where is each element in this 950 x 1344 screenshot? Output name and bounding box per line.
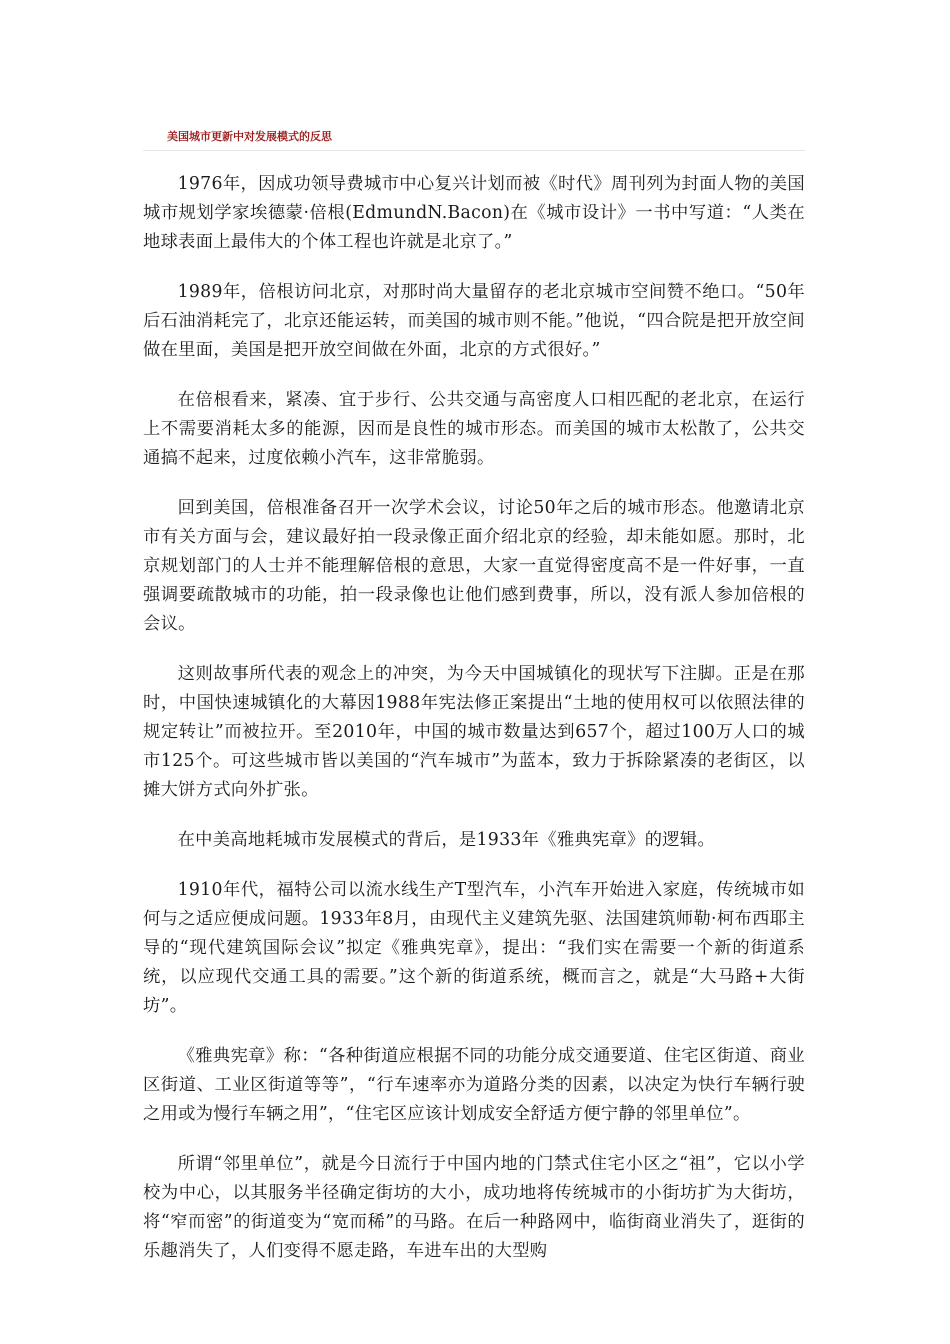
article-body [143,170,805,1287]
paragraph-9: 所谓“邻里单位”，就是今日流行于中国内地的门禁式住宅小区之“祖”，它以小学校为中心，以其服务半径确定街坊的大小，成功地将传统城市的小街坊扩为大街坊，将“窄而密”的街道变为“宽而稀”的马路。在后一种路网中，临街商业消失了，逛街的乐趣消失了，人们变得不愿走路，车进车出的大型购 [143,1154,805,1261]
paragraph-6: 在中美高地耗城市发展模式的背后，是1933年《雅典宪章》的逻辑。 [177,830,716,850]
paragraph-1: 1976年，因成功领导费城市中心复兴计划而被《时代》周刊列为封面人物的美国城市规划学家埃德蒙·倍根(EdmundN.Bacon)在《城市设计》一书中写道：“人类在地球表面上最伟大的个体工程也许就是北京了。” [143,174,805,252]
paragraph-2: 1989年，倍根访问北京，对那时尚大量留存的老北京城市空间赞不绝口。“50年后石油消耗完了，北京还能运转，而美国的城市则不能。”他说，“四合院是把开放空间做在里面，美国是把开放空间做在外面，北京的方式很好。” [143,282,805,360]
paragraph-3: 在倍根看来，紧凑、宜于步行、公共交通与高密度人口相匹配的老北京，在运行上不需要消耗太多的能源，因而是良性的城市形态。而美国的城市太松散了，公共交通搞不起来，过度依赖小汽车，这非常脆弱。 [143,390,805,468]
paragraph-8: 《雅典宪章》称：“各种街道应根据不同的功能分成交通要道、住宅区街道、商业区街道、工业区街道等等”，“行车速率亦为道路分类的因素，以决定为快行车辆行驶之用或为慢行车辆之用”，“住宅区应该计划成安全舒适方便宁静的邻里单位”。 [143,1046,805,1124]
paragraph-5: 这则故事所代表的观念上的冲突，为今天中国城镇化的现状写下注脚。正是在那时，中国快速城镇化的大幕因1988年宪法修正案提出“土地的使用权可以依照法律的规定转让”而被拉开。至2010年，中国的城市数量达到657个，超过100万人口的城市125个。可这些城市皆以美国的“汽车城市”为蓝本，致力于拆除紧凑的老街区，以摊大饼方式向外扩张。 [143,664,805,800]
paragraph-7: 1910年代，福特公司以流水线生产T型汽车，小汽车开始进入家庭，传统城市如何与之适应便成问题。1933年8月，由现代主义建筑先驱、法国建筑师勒·柯布西耶主导的“现代建筑国际会议”拟定《雅典宪章》，提出：“我们实在需要一个新的街道系统，以应现代交通工具的需要。”这个新的街道系统，概而言之，就是“大马路+大街坊”。 [143,880,805,1016]
article-header [143,126,805,151]
paragraph-4: 回到美国，倍根准备召开一次学术会议，讨论50年之后的城市形态。他邀请北京市有关方面与会，建议最好拍一段录像正面介绍北京的经验，却未能如愿。那时，北京规划部门的人士并不能理解倍根的意思，大家一直觉得密度高不是一件好事，一直强调要疏散城市的功能，拍一段录像也让他们感到费事，所以，没有派人参加倍根的会议。 [143,498,805,634]
article-title: 美国城市更新中对发展模式的反思 [167,130,332,143]
